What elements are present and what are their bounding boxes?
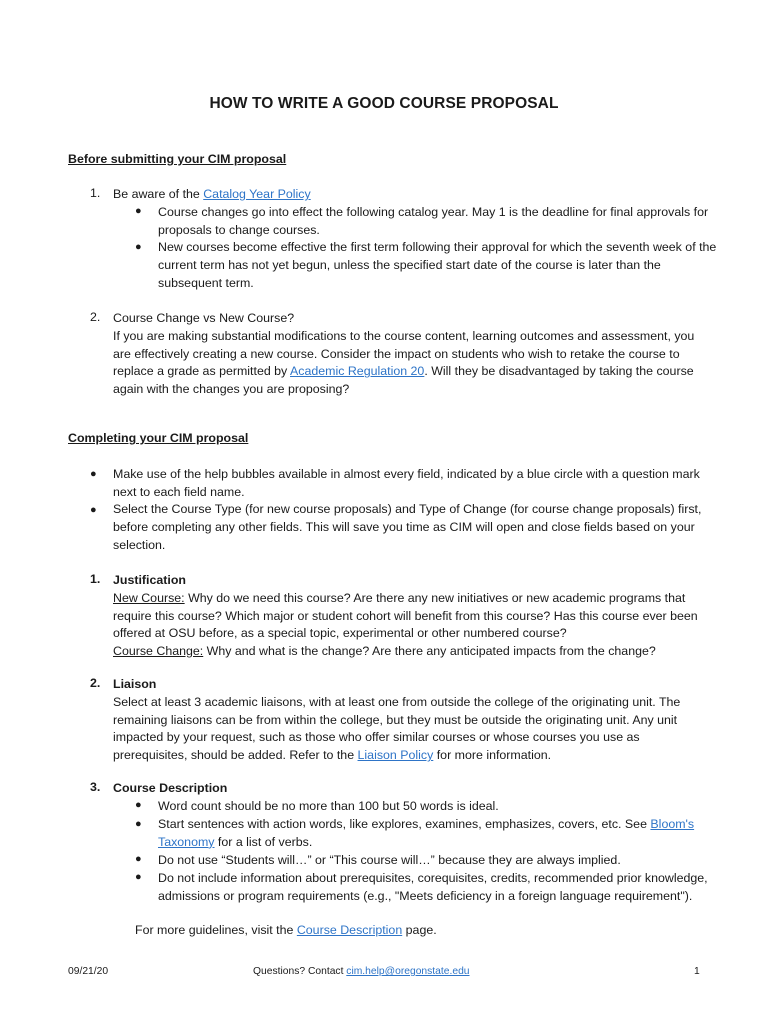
bullet-text: Word count should be no more than 100 but 50 words is ideal. xyxy=(158,799,499,813)
item-number: 2. xyxy=(90,676,101,690)
course-change-block xyxy=(113,310,713,399)
item-paragraph: Select at least 3 academic liaisons, with at least one from outside the college of the originating unit. The remaining liaisons can be from within the college, but they must be outside the originating unit. Any unit impacted by your request, such as those who offer similar courses or whose courses you use as prerequisites, should be added. Refer to the Liaison Policy for more information. xyxy=(113,694,681,763)
item-heading: Liaison xyxy=(113,677,157,691)
more-guidelines-line: For more guidelines, visit the Course Description page. xyxy=(135,923,437,937)
blooms-taxonomy-link[interactable]: Bloom's Taxonomy xyxy=(158,817,695,849)
section-heading-completing: Completing your CIM proposal xyxy=(68,431,249,445)
bullet-text: Do not use “Students will…” or “This course will…” because they are always implied. xyxy=(158,853,621,867)
item-heading: Course Change vs New Course? xyxy=(113,311,295,325)
justification-block xyxy=(113,572,713,661)
bullet-text: Select the Course Type (for new course proposals) and Type of Change (for course change proposals) first, before completing any other fields. This will save you time as CIM will open and close fields based on your selection. xyxy=(113,502,702,552)
bullet-icon: ● xyxy=(135,871,142,883)
bullet-icon: ● xyxy=(90,504,97,516)
new-course-paragraph: New Course: Why do we need this course? Are there any new initiatives or new academic programs that require this course? Which major or student cohort will benefit from this course? Has this course ever been offered at OSU before, as a special topic, experimental or other numbered course? xyxy=(113,590,698,641)
item-heading: Course Description xyxy=(113,781,228,795)
bullet-icon: ● xyxy=(90,468,97,480)
item-paragraph: If you are making substantial modifications to the course content, learning outcomes and assessment, you are effectively creating a new course. Consider the impact on students who wish to retake the course to replace a grade as permitted by Academic Regulation 20. Will they be disadvantaged by taking the course again with the changes you are proposing? xyxy=(113,328,695,397)
new-course-label: New Course: xyxy=(113,590,185,605)
document-title: HOW TO WRITE A GOOD COURSE PROPOSAL xyxy=(209,95,559,112)
catalog-year-policy-link[interactable]: Catalog Year Policy xyxy=(203,187,311,201)
course-change-paragraph: Course Change: Why and what is the change? Are there any anticipated impacts from the change? xyxy=(113,644,656,659)
academic-regulation-link[interactable]: Academic Regulation 20 xyxy=(290,364,425,379)
bullet-text: Do not include information about prerequisites, corequisites, credits, recommended prior knowledge, admissions or program requirements (e.g., "Meets deficiency in a foreign language requirement"). xyxy=(158,871,708,903)
course-description-heading xyxy=(113,780,713,798)
bullet-icon: ● xyxy=(135,853,142,865)
item-heading: Justification xyxy=(113,573,186,587)
bullet-icon: ● xyxy=(135,799,142,811)
bullet-icon: ● xyxy=(135,818,142,830)
liaison-policy-link[interactable]: Liaison Policy xyxy=(357,748,434,763)
course-change-label: Course Change: xyxy=(113,644,204,659)
item-text: Be aware of the xyxy=(113,187,204,201)
bullet-text: New courses become effective the first term following their approval for which the seventh week of the current term has not yet begun, unless the specified start date of the course is later than the subsequent term. xyxy=(158,240,717,290)
item-number: 2. xyxy=(90,310,101,324)
item-number: 1. xyxy=(90,572,101,586)
section-heading-before-submitting: Before submitting your CIM proposal xyxy=(68,152,287,166)
bullet-text: Make use of the help bubbles available in almost every field, indicated by a blue circle with a question mark next to each field name. xyxy=(113,467,700,499)
footer-date: 09/21/20 xyxy=(68,966,109,977)
course-description-link[interactable]: Course Description xyxy=(296,923,403,937)
bullet-text: Course changes go into effect the following catalog year. May 1 is the deadline for final approvals for proposals to change courses. xyxy=(158,205,709,237)
page-number: 1 xyxy=(694,966,700,977)
bullet-text: Start sentences with action words, like explores, examines, emphasizes, covers, etc. See Bloom's Taxonomy for a list of verbs. xyxy=(158,817,695,849)
bullet-icon: ● xyxy=(135,205,142,217)
item-number: 3. xyxy=(90,780,101,794)
item-number: 1. xyxy=(90,186,101,200)
bullet-icon: ● xyxy=(135,241,142,253)
liaison-block xyxy=(113,676,713,765)
contact-email-link[interactable]: cim.help@oregonstate.edu xyxy=(346,966,470,977)
catalog-policy-line xyxy=(113,186,713,204)
footer-contact: Questions? Contact cim.help@oregonstate.edu xyxy=(253,966,470,977)
